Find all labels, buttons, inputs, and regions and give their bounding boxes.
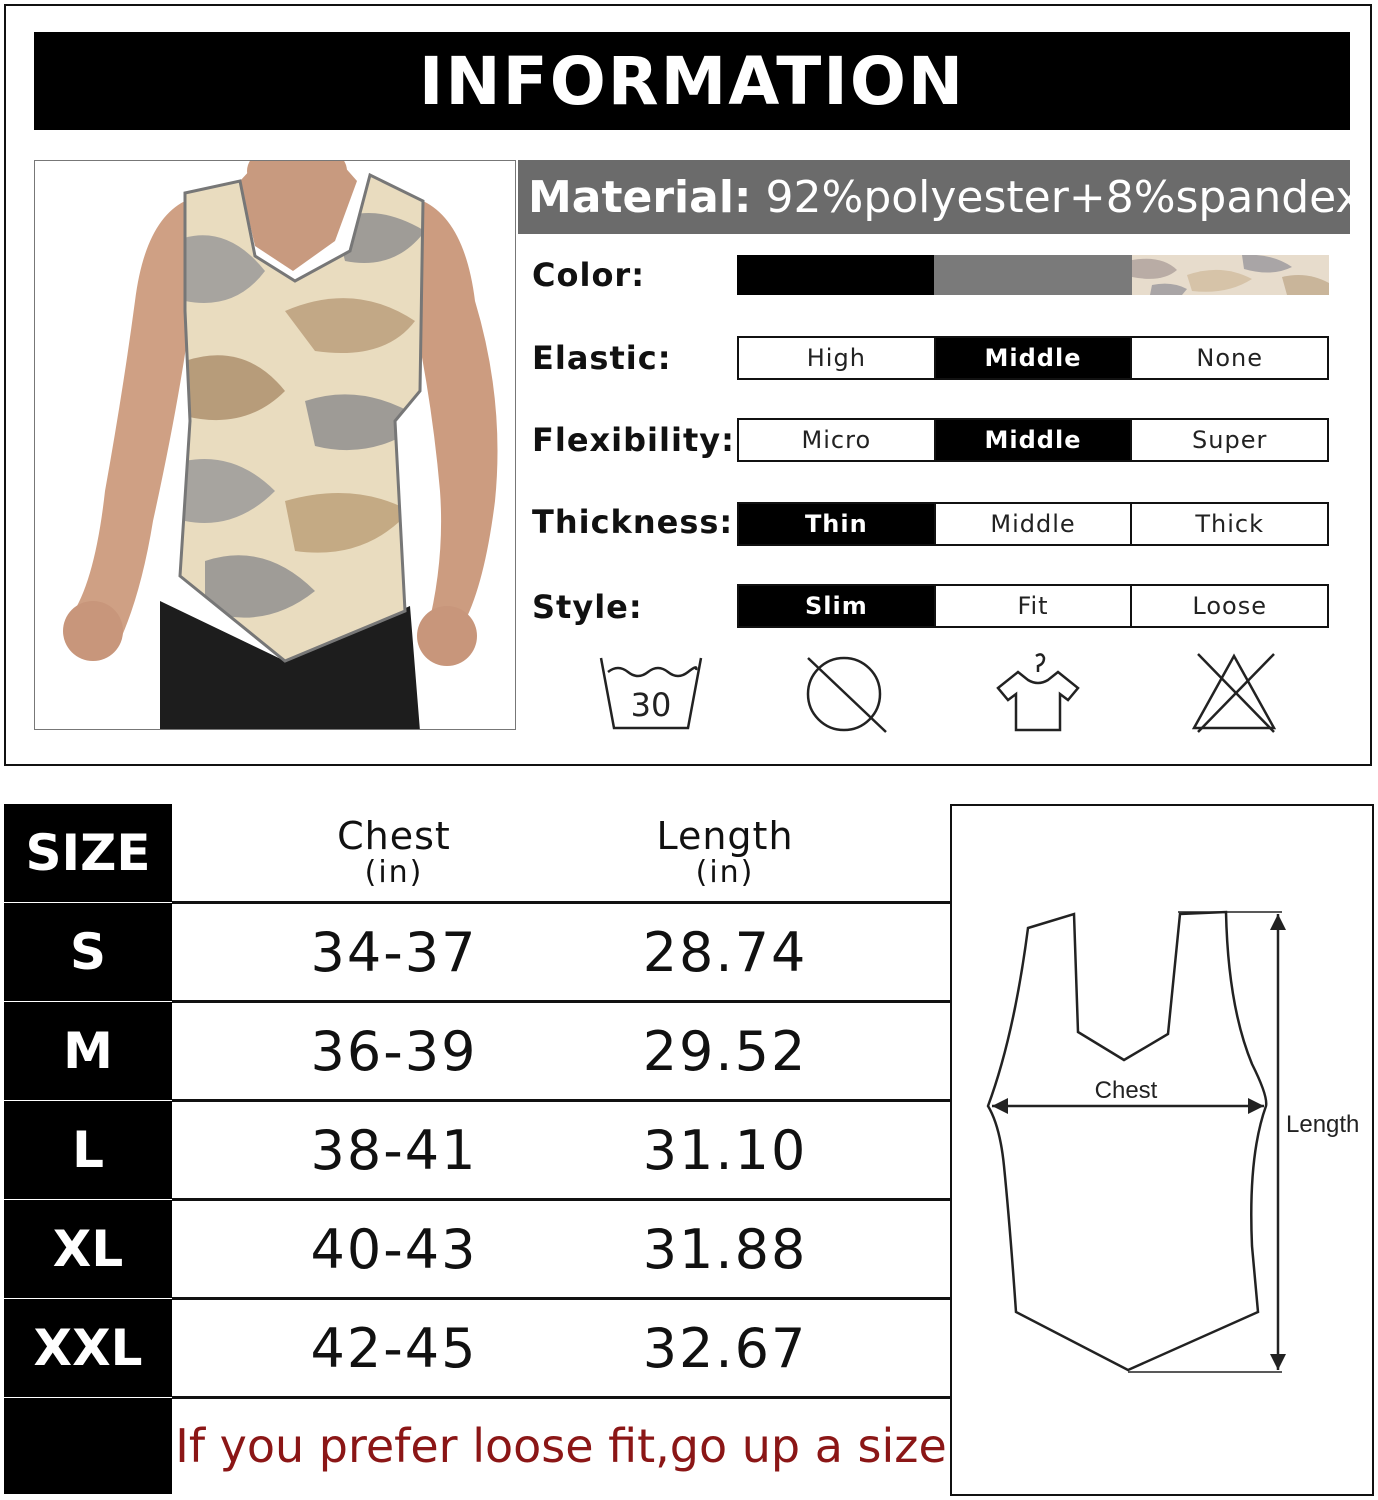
chest-header-label: Chest xyxy=(337,814,451,858)
material-value: 92%polyester+8%spandex xyxy=(765,171,1362,223)
note-size-cell xyxy=(4,1398,172,1494)
length-cell: 31.88 xyxy=(642,1217,808,1281)
chest-header-unit: (in) xyxy=(364,855,424,890)
size-cell: XXL xyxy=(4,1299,172,1397)
flexibility-options xyxy=(737,418,1329,462)
hang-dry-icon xyxy=(994,650,1084,739)
color-swatch-camo xyxy=(1132,255,1329,295)
length-cell: 32.67 xyxy=(642,1316,808,1380)
model-tank-top-illustration xyxy=(35,161,516,730)
style-option-fit: Fit xyxy=(936,586,1133,626)
wash-30-icon xyxy=(596,650,706,739)
size-advice-note: If you prefer loose fit,go up a size xyxy=(175,1419,947,1473)
style-options xyxy=(737,584,1329,628)
elastic-option-none: None xyxy=(1196,344,1263,372)
thickness-option-thick: Thick xyxy=(1195,510,1264,538)
chest-cell: 38-41 xyxy=(310,1118,478,1182)
chest-cell: 42-45 xyxy=(310,1316,478,1380)
flexibility-label: Flexibility: xyxy=(532,421,735,459)
do-not-tumble-dry-icon xyxy=(802,650,892,739)
size-column-header: SIZE xyxy=(4,804,172,902)
material-banner xyxy=(518,160,1362,234)
chest-column-header xyxy=(172,804,616,902)
length-column-header xyxy=(560,804,890,902)
length-header-label: Length xyxy=(656,814,794,858)
table-row xyxy=(4,1200,950,1298)
elastic-label: Elastic: xyxy=(532,339,672,377)
color-swatches xyxy=(737,255,1329,295)
flexibility-option-middle: Middle xyxy=(936,420,1133,460)
length-header-unit: (in) xyxy=(695,855,755,890)
thickness-options xyxy=(737,502,1329,546)
chest-cell: 36-39 xyxy=(310,1019,478,1083)
elastic-option-high: High xyxy=(739,338,936,378)
thickness-label: Thickness: xyxy=(532,503,734,541)
elastic-option-middle: Middle xyxy=(936,338,1133,378)
table-row xyxy=(4,1101,950,1199)
chest-cell: 34-37 xyxy=(310,920,478,984)
style-label: Style: xyxy=(532,588,643,626)
size-cell: S xyxy=(4,903,172,1001)
thickness-option-middle: Middle xyxy=(936,504,1133,544)
length-measure-label: Length xyxy=(1286,1111,1360,1138)
tank-top-outline-icon xyxy=(952,806,1372,1494)
size-table-header xyxy=(4,804,950,902)
elastic-options xyxy=(737,336,1329,380)
length-cell: 29.52 xyxy=(642,1019,808,1083)
size-cell: L xyxy=(4,1101,172,1199)
wash-temp-text: 30 xyxy=(630,686,672,724)
flexibility-option-micro: Micro xyxy=(739,420,936,460)
color-swatch-black xyxy=(737,255,934,295)
size-table xyxy=(4,804,950,1496)
style-option-slim: Slim xyxy=(739,586,936,626)
flexibility-option-super: Super xyxy=(1192,426,1268,454)
material-label: Material: xyxy=(528,171,752,223)
length-cell: 28.74 xyxy=(642,920,808,984)
table-row xyxy=(4,903,950,1001)
length-cell: 31.10 xyxy=(642,1118,808,1182)
chest-cell: 40-43 xyxy=(310,1217,478,1281)
do-not-bleach-icon xyxy=(1190,650,1280,739)
color-label: Color: xyxy=(532,256,645,294)
size-cell: M xyxy=(4,1002,172,1100)
measurement-diagram xyxy=(950,804,1374,1496)
table-row xyxy=(4,1299,950,1397)
style-option-loose: Loose xyxy=(1192,592,1267,620)
information-title: INFORMATION xyxy=(34,32,1350,130)
information-panel xyxy=(4,4,1372,766)
chest-measure-label: Chest xyxy=(1094,1077,1158,1104)
color-swatch-gray xyxy=(934,255,1131,295)
size-cell: XL xyxy=(4,1200,172,1298)
thickness-option-thin: Thin xyxy=(739,504,936,544)
table-row xyxy=(4,1002,950,1100)
product-photo xyxy=(34,160,516,730)
